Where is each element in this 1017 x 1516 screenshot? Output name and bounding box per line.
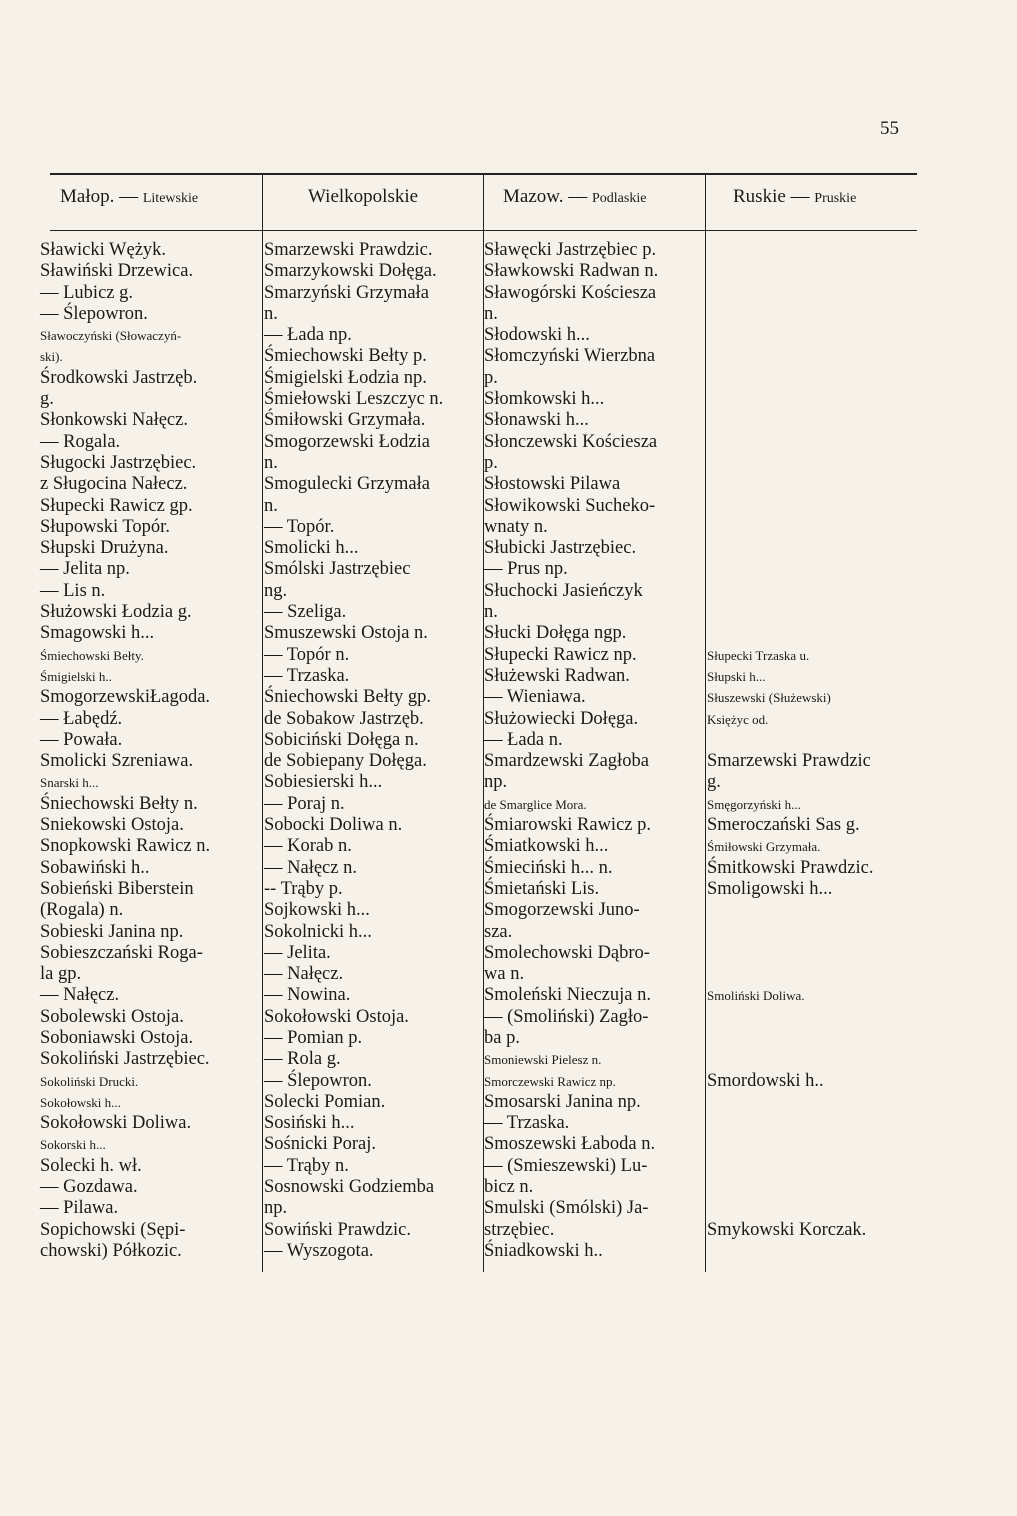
list-item: — Ślepowron. [264, 1070, 372, 1091]
list-item: — Rogala. [40, 431, 121, 452]
list-item: Śmitkowski Prawdzic. [707, 857, 874, 878]
list-item: — Nowina. [264, 985, 351, 1006]
list-item: Słucki Dołęga ngp. [484, 623, 627, 644]
list-item: — Poraj n. [264, 793, 345, 814]
list-item: — Łada n. [484, 729, 563, 750]
list-item: Sławęcki Jastrzębiec p. [484, 240, 657, 260]
list-item [707, 304, 917, 325]
list-item: Soboniawski Ostoja. [40, 1027, 194, 1048]
list-item: Smogorzewski Juno- [484, 900, 640, 921]
list-item: Sokołowski h... [40, 1094, 121, 1110]
list-item: — Szeliga. [264, 602, 347, 623]
column-divider [262, 174, 263, 1272]
list-item [707, 410, 917, 431]
list-item: Smęgorzyński h... [707, 796, 801, 812]
list-item: — Pilawa. [40, 1198, 119, 1219]
list-item: Sobawiński h.. [40, 857, 150, 878]
list-item [707, 453, 917, 474]
header-mazow-podlaskie: Mazow. — Podlaskie [503, 186, 647, 207]
list-item: Sobiesierski h... [264, 772, 383, 793]
list-item: — Gozdawa. [40, 1177, 138, 1198]
list-item: Służowski Łodzia g. [40, 602, 192, 623]
list-item: — Jelita np. [40, 559, 130, 580]
list-item: Sokołowski Doliwa. [40, 1113, 192, 1134]
list-item: n. [484, 303, 498, 324]
list-item [707, 900, 917, 921]
list-item: Śmiatkowski h... [484, 836, 609, 857]
list-item: Smogulecki Grzymała [264, 474, 430, 495]
list-item: Smoleński Nieczuja n. [484, 985, 651, 1006]
list-item: Smorczewski Rawicz np. [484, 1073, 616, 1089]
list-item [707, 581, 917, 602]
list-item: Sowiński Prawdzic. [264, 1219, 411, 1240]
list-item: Słonkowski Nałęcz. [40, 410, 188, 431]
list-item: Śmiłowski Grzymała. [264, 410, 426, 431]
list-item: (Rogala) n. [40, 900, 124, 921]
list-item: Smarzykowski Dołęga. [264, 261, 437, 282]
list-item: ng. [264, 580, 288, 601]
header-wielkopolskie: Wielkopolskie [308, 186, 419, 207]
list-item: Snarski h... [40, 775, 99, 791]
list-item: Sobocki Doliwa n. [264, 815, 403, 836]
list-item: g. [40, 389, 54, 410]
list-item [707, 283, 917, 304]
list-item: Śniechowski Bełty n. [40, 793, 198, 814]
list-item [707, 730, 917, 751]
list-item [707, 538, 917, 559]
list-item [707, 474, 917, 495]
list-item [707, 1113, 917, 1134]
list-item [707, 325, 917, 346]
list-item: wnaty n. [484, 516, 548, 537]
list-item: — Nałęcz n. [264, 857, 357, 878]
list-item: — Trąby n. [264, 1155, 349, 1176]
list-item: Śmigielski h.. [40, 668, 112, 684]
list-item: Księżyc od. [707, 711, 769, 727]
list-item: n. [264, 495, 278, 516]
list-item: Sobieński Biberstein [40, 878, 194, 899]
list-item: Słupowski Topór. [40, 516, 170, 537]
list-item: Środkowski Jastrzęb. [40, 367, 198, 388]
list-item: Sośnicki Poraj. [264, 1134, 377, 1155]
list-item: — Trzaska. [484, 1113, 570, 1134]
list-item: Solecki h. wł. [40, 1155, 142, 1176]
list-item: Smoniewski Pielesz n. [484, 1052, 602, 1068]
column-malop-litewskie [40, 240, 262, 1262]
list-item: p. [484, 367, 498, 388]
list-item: Śmiarowski Rawicz p. [484, 815, 651, 836]
list-item: Sławoczyński (Słowaczyń- [40, 328, 182, 344]
list-item: Sokolnicki h... [264, 921, 372, 942]
list-item: Smolicki h... [264, 538, 359, 559]
list-item [707, 922, 917, 943]
list-item: Smarzyński Grzymała [264, 282, 429, 303]
list-item: Sławicki Wężyk. [40, 240, 167, 260]
list-item: Sokoliński Drucki. [40, 1073, 139, 1089]
list-item: Słubicki Jastrzębiec. [484, 538, 637, 559]
list-item: de Sobiepany Dołęga. [264, 751, 427, 772]
list-item: — Korab n. [264, 836, 352, 857]
list-item: Sławogórski Kościesza [484, 282, 657, 303]
list-item: ba p. [484, 1027, 520, 1048]
list-item: Śmiechowski Bełty p. [264, 346, 427, 367]
list-item: Słonczewski Kościesza [484, 431, 658, 452]
list-item: chowski) Półkozic. [40, 1240, 182, 1261]
list-item [707, 389, 917, 410]
list-item [707, 1028, 917, 1049]
list-item: -- Trąby p. [264, 878, 343, 899]
list-item: — Wieniawa. [484, 687, 586, 708]
list-item [707, 240, 917, 261]
list-item: Słupecki Rawicz gp. [40, 495, 193, 516]
list-item: Solecki Pomian. [264, 1091, 386, 1112]
list-item: Sokorski h... [40, 1137, 106, 1153]
list-item: Słuszewski (Służewski) [707, 690, 831, 706]
list-item: — Nałęcz. [40, 985, 120, 1006]
list-item [707, 496, 917, 517]
list-item: z Sługocina Nałecz. [40, 474, 188, 495]
list-item: Śmigielski Łodzia np. [264, 367, 427, 388]
list-item: Sojkowski h... [264, 900, 370, 921]
list-item: Sokoliński Jastrzębiec. [40, 1049, 210, 1070]
list-item: strzębiec. [484, 1219, 555, 1240]
list-item: Sobiciński Dołęga n. [264, 729, 419, 750]
list-item: de Smarglice Mora. [484, 796, 587, 812]
header-malop-litewskie: Małop. — Litewskie [60, 186, 199, 207]
column-wielkopolskie [264, 240, 482, 1262]
list-item [707, 943, 917, 964]
list-item: Sobieski Janina np. [40, 921, 184, 942]
list-item: Smarzewski Prawdzic. [264, 240, 433, 260]
list-item: Śmiełowski Leszczyc n. [264, 389, 444, 410]
list-item [707, 1049, 917, 1070]
column-mazow-podlaskie [484, 240, 704, 1262]
list-item [707, 602, 917, 623]
list-item: np. [484, 772, 508, 793]
list-item: wa n. [484, 964, 525, 985]
list-item [707, 517, 917, 538]
list-item [707, 368, 917, 389]
list-item: np. [264, 1198, 288, 1219]
list-item: Sosnowski Godziemba [264, 1177, 435, 1198]
list-item: Słomkowski h... [484, 389, 605, 410]
list-item: Smardzewski Zagłoba [484, 751, 649, 772]
list-item: Snopkowski Rawicz n. [40, 836, 211, 857]
list-item: — Łabędź. [40, 708, 123, 729]
list-item [707, 559, 917, 580]
list-item: Słomczyński Wierzbna [484, 346, 656, 367]
list-item: la gp. [40, 964, 82, 985]
list-item: Sokołowski Ostoja. [264, 1006, 409, 1027]
list-item: — Topór n. [264, 644, 350, 665]
column-ruskie-pruskie [707, 240, 917, 1241]
list-item: — Nałęcz. [264, 964, 344, 985]
list-item [707, 1177, 917, 1198]
list-item: Śmiechowski Bełty. [40, 647, 144, 663]
list-item: Sosiński h... [264, 1113, 355, 1134]
list-item: Sławkowski Radwan n. [484, 261, 659, 282]
list-item: SmogorzewskiŁagoda. [40, 687, 211, 708]
list-item [707, 1198, 917, 1219]
list-item: — Pomian p. [264, 1027, 363, 1048]
list-item: Smeroczański Sas g. [707, 815, 860, 836]
list-item: — Jelita. [264, 942, 331, 963]
list-item: — (Smieszewski) Lu- [484, 1155, 648, 1176]
list-item: Słupski h... [707, 668, 766, 684]
list-item [707, 346, 917, 367]
list-item: Słupecki Trzaska u. [707, 647, 810, 663]
list-item: n. [264, 303, 278, 324]
list-item: Sławiński Drzewica. [40, 261, 194, 282]
list-item: Smogorzewski Łodzia [264, 431, 430, 452]
list-item: Smolicki Szreniawa. [40, 751, 194, 772]
list-item: Śniechowski Bełty gp. [264, 687, 432, 708]
list-item: Śmiłowski Grzymała. [707, 839, 821, 855]
list-item: Śmieciński h... n. [484, 857, 613, 878]
list-item: Słostowski Pilawa [484, 474, 621, 495]
list-item: Słupski Drużyna. [40, 538, 169, 559]
list-item: Słonawski h... [484, 410, 589, 431]
list-item: — Łada np. [264, 325, 352, 346]
list-item: — Prus np. [484, 559, 568, 580]
list-item: Smordowski h.. [707, 1070, 824, 1091]
list-item: — Trzaska. [264, 665, 350, 686]
list-item: — Wyszogota. [264, 1240, 374, 1261]
list-item: — Ślepowron. [40, 303, 148, 324]
header-ruskie-pruskie: Ruskie — Pruskie [733, 186, 857, 207]
column-divider [705, 174, 706, 1272]
list-item: ski). [40, 349, 63, 365]
list-item: Smulski (Smólski) Ja- [484, 1198, 649, 1219]
list-item: Smuszewski Ostoja n. [264, 623, 428, 644]
list-item: Sniekowski Ostoja. [40, 815, 184, 836]
list-item [707, 964, 917, 985]
list-item: Smolechowski Dąbro- [484, 942, 650, 963]
list-item: Śniadkowski h.. [484, 1240, 603, 1261]
list-item [707, 432, 917, 453]
list-item: Smarzewski Prawdzic [707, 751, 871, 772]
list-item: sza. [484, 921, 513, 942]
list-item: Służowiecki Dołęga. [484, 708, 639, 729]
list-item [707, 1156, 917, 1177]
list-item: Sobolewski Ostoja. [40, 1006, 184, 1027]
list-item: — Lubicz g. [40, 282, 133, 303]
list-item: Smólski Jastrzębiec [264, 559, 411, 580]
list-item [707, 1092, 917, 1113]
list-item: Smagowski h... [40, 623, 155, 644]
page-number: 55 [880, 118, 899, 139]
list-item: n. [264, 452, 278, 473]
list-item: Smosarski Janina np. [484, 1091, 641, 1112]
list-item: — Powała. [40, 729, 123, 750]
list-item [707, 1007, 917, 1028]
list-item: Smykowski Korczak. [707, 1219, 867, 1240]
list-item: Słuchocki Jasieńczyk [484, 580, 643, 601]
list-item: p. [484, 452, 498, 473]
list-item: Smoligowski h... [707, 878, 833, 899]
list-item: Sługocki Jastrzębiec. [40, 452, 197, 473]
list-item: Smoliński Doliwa. [707, 988, 805, 1004]
list-item: n. [484, 602, 498, 623]
list-item: Sobieszczański Roga- [40, 942, 203, 963]
list-item: — Topór. [264, 516, 335, 537]
list-item [707, 1134, 917, 1155]
list-item: — (Smoliński) Zagło- [484, 1006, 649, 1027]
list-item [707, 261, 917, 282]
list-item: g. [707, 772, 721, 793]
list-item: Słowikowski Suchekо- [484, 495, 656, 516]
list-item: Śmietański Lis. [484, 878, 600, 899]
list-item: — Lis n. [40, 580, 106, 601]
list-item: de Sobakow Jastrzęb. [264, 708, 424, 729]
list-item: Smoszewski Łaboda n. [484, 1134, 656, 1155]
list-item: Słupecki Rawicz np. [484, 644, 637, 665]
list-item: — Rola g. [264, 1049, 341, 1070]
list-item: Służewski Radwan. [484, 665, 630, 686]
list-item: Słodowski h... [484, 325, 590, 346]
list-item: Sopichowski (Sępi- [40, 1219, 186, 1240]
list-item [707, 623, 917, 644]
list-item: bicz n. [484, 1177, 534, 1198]
